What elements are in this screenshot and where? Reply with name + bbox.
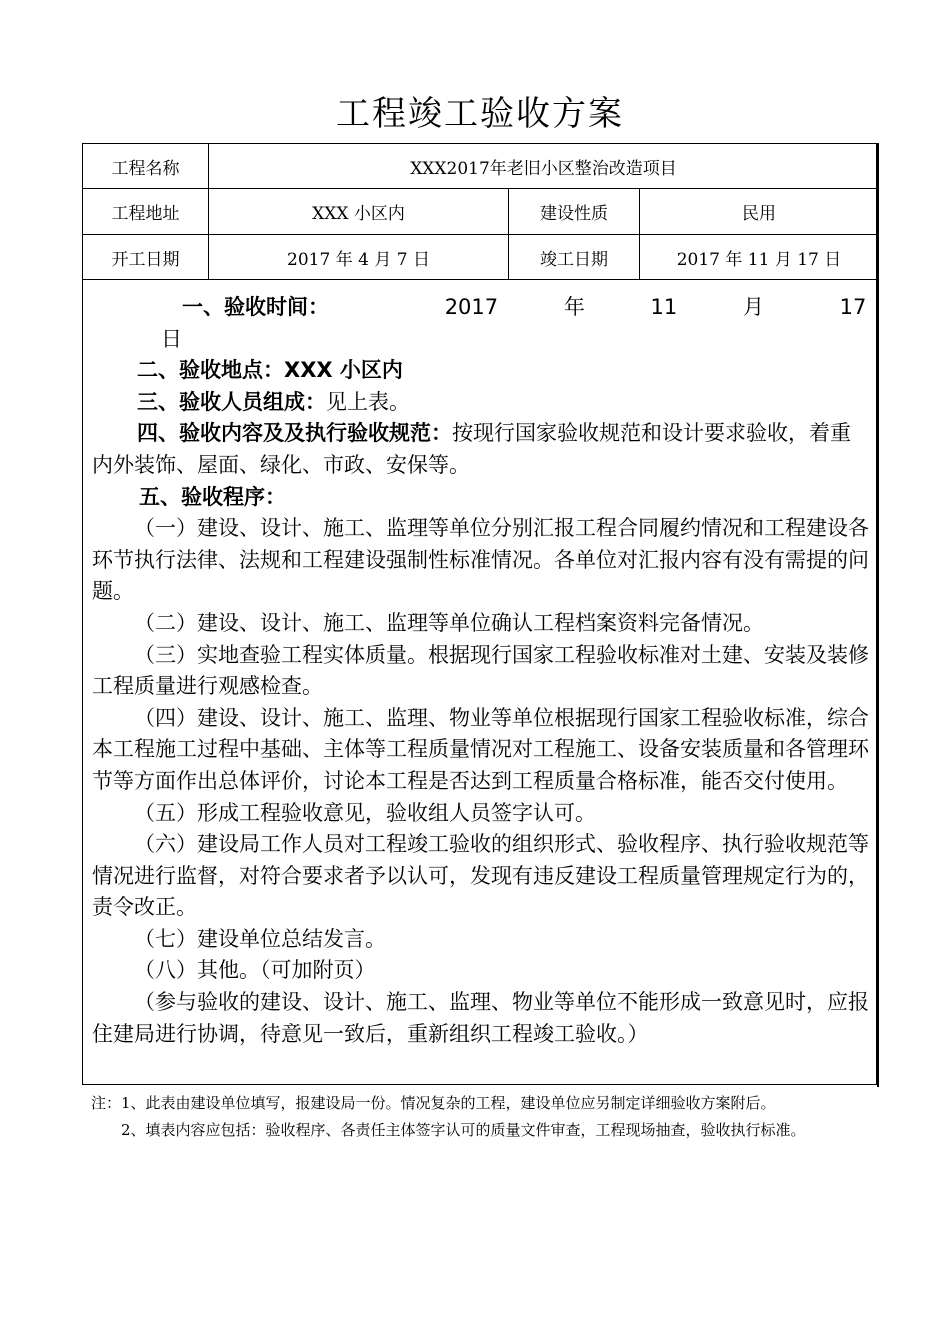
acceptance-members-label: 三、验收人员组成： xyxy=(137,389,326,414)
project-name-value: XXX2017年老旧小区整治改造项目 xyxy=(208,144,878,188)
acceptance-members xyxy=(92,387,870,419)
acceptance-time-label: 一、验收时间： xyxy=(182,295,329,319)
procedure-step-5: （五）形成工程验收意见，验收组人员签字认可。 xyxy=(134,800,596,825)
finish-date-label: 竣工日期 xyxy=(508,235,639,279)
month-char: 月 xyxy=(742,295,764,319)
acceptance-month: 11 xyxy=(650,295,678,319)
acceptance-time-line xyxy=(92,292,870,355)
acceptance-scope-value: 按现行国家验收规范和设计要求验收，着重内外装饰、屋面、绿化、市政、安保等。 xyxy=(92,421,851,477)
acceptance-scope xyxy=(92,418,870,481)
year-char: 年 xyxy=(563,295,585,319)
acceptance-year: 2017 xyxy=(444,295,499,319)
procedure-step-1: （一）建设、设计、施工、监理等单位分别汇报工程合同履约情况和工程建设各环节执行法律、法规和工程建设强制性标准情况。各单位对汇报内容有没有需提的问题。 xyxy=(92,516,869,604)
row-project-address xyxy=(83,189,876,235)
form-notes xyxy=(91,1090,871,1144)
note-2: 2、填表内容应包括：验收程序、各责任主体签字认可的质量文件审查，工程现场抽查，验收执行标准。 xyxy=(121,1121,806,1139)
acceptance-scope-label: 四、验收内容及及执行验收规范： xyxy=(137,421,452,446)
acceptance-form xyxy=(82,143,877,1085)
acceptance-day: 17 xyxy=(839,295,867,319)
note-1: 注：1、此表由建设单位填写，报建设局一份。情况复杂的工程，建设单位应另制定详细验收方案附后。 xyxy=(91,1094,776,1112)
procedure-step-3: （三）实地查验工程实体质量。根据现行国家工程验收标准对土建、安装及装修工程质量进行观感检查。 xyxy=(92,642,869,699)
finish-date-value: 2017 年 11 月 17 日 xyxy=(639,235,878,279)
procedure-step-7: （七）建设单位总结发言。 xyxy=(134,926,386,951)
project-name-label: 工程名称 xyxy=(111,158,180,179)
acceptance-procedure-heading: 五、验收程序： xyxy=(139,484,286,509)
project-address-value: XXX 小区内 xyxy=(208,189,508,234)
procedure-step-4: （四）建设、设计、施工、监理、物业等单位根据现行国家工程验收标准，综合本工程施工过程中基础、主体等工程质量情况对工程施工、设备安装质量和各管理环节等方面作出总体评价，讨论本工程是否达到工程质量合格标准，能否交付使用。 xyxy=(92,705,869,793)
acceptance-content xyxy=(92,292,870,1050)
construction-nature-label: 建设性质 xyxy=(508,189,639,234)
procedure-step-8: （八）其他。（可加附页） xyxy=(134,958,376,983)
day-char: 日 xyxy=(161,326,182,351)
row-dates xyxy=(83,235,876,280)
procedure-step-2: （二）建设、设计、施工、监理等单位确认工程档案资料完备情况。 xyxy=(134,610,764,635)
procedure-note: （参与验收的建设、设计、施工、监理、物业等单位不能形成一致意见时，应报住建局进行协调，待意见一致后，重新组织工程竣工验收。） xyxy=(92,990,869,1046)
row-project-name xyxy=(83,144,876,189)
start-date-value: 2017 年 4 月 7 日 xyxy=(208,235,508,279)
procedure-step-6: （六）建设局工作人员对工程竣工验收的组织形式、验收程序、执行验收规范等情况进行监督，对符合要求者予以认可，发现有违反建设工程质量管理规定行为的，责令改正。 xyxy=(92,832,869,920)
acceptance-members-value: 见上表。 xyxy=(326,389,410,414)
acceptance-location: 二、验收地点：XXX 小区内 xyxy=(137,358,403,383)
project-address-label: 工程地址 xyxy=(111,204,180,224)
page-title: 工程竣工验收方案 xyxy=(336,94,624,134)
construction-nature-value: 民用 xyxy=(639,189,878,234)
table-border-shadow xyxy=(877,143,879,1087)
start-date-label: 开工日期 xyxy=(111,249,180,270)
